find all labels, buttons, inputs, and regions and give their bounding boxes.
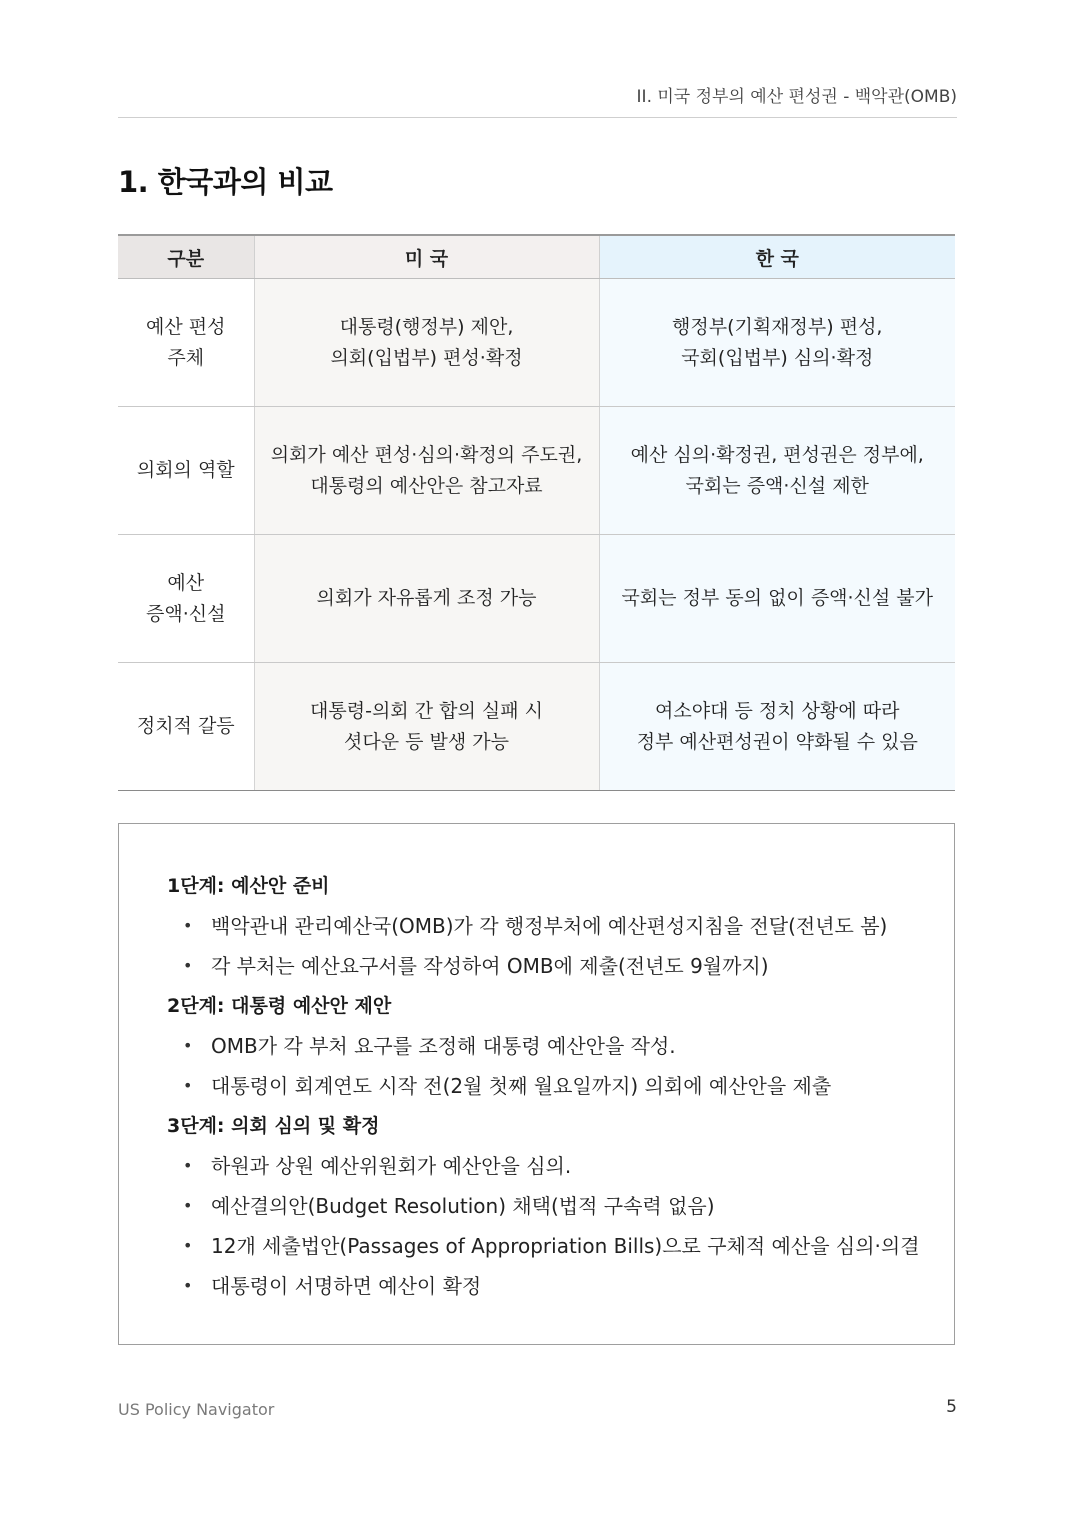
footer-brand: US Policy Navigator	[118, 1400, 275, 1419]
us-cell-line: 의회(입법부) 편성·확정	[330, 346, 523, 369]
list-item	[167, 906, 954, 946]
table-row	[118, 407, 955, 535]
stage-title: 1단계: 예산안 준비	[167, 875, 330, 897]
list-item	[167, 1226, 954, 1266]
bullet-icon: •	[183, 1276, 193, 1295]
list-item-text: 12개 세출법안(Passages of Appropriation Bills)으로 구체적 예산을 심의·의결	[211, 1234, 920, 1258]
running-header	[118, 82, 957, 118]
stage-list	[167, 1026, 954, 1106]
korea-cell	[599, 535, 955, 663]
list-item-text: 예산결의안(Budget Resolution) 채택(법적 구속력 없음)	[211, 1194, 715, 1218]
us-cell	[254, 407, 599, 535]
table-row	[118, 663, 955, 791]
header-korea: 한 국	[599, 235, 955, 279]
list-item-text: 대통령이 서명하면 예산이 확정	[211, 1274, 482, 1298]
stage-title: 2단계: 대통령 예산안 제안	[167, 995, 392, 1017]
list-item-text: 각 부처는 예산요구서를 작성하여 OMB에 제출(전년도 9월까지)	[211, 954, 769, 978]
row-label-line: 주체	[167, 346, 205, 369]
header-category: 구분	[118, 235, 254, 279]
us-cell-line: 의회가 자유롭게 조정 가능	[316, 587, 537, 609]
row-label-line: 예산 편성	[146, 315, 226, 338]
korea-cell-line: 여소야대 등 정치 상황에 따라	[655, 699, 900, 722]
row-label-line: 의회의 역할	[136, 459, 235, 481]
list-item-text: 하원과 상원 예산위원회가 예산안을 심의.	[211, 1154, 572, 1178]
korea-cell-line: 국회(입법부) 심의·확정	[681, 346, 874, 369]
us-cell-line: 대통령-의회 간 합의 실패 시	[310, 699, 543, 722]
korea-cell	[599, 407, 955, 535]
bullet-icon: •	[183, 956, 193, 975]
list-item	[167, 1266, 954, 1306]
bullet-icon: •	[183, 1076, 193, 1095]
list-item-text: OMB가 각 부처 요구를 조정해 대통령 예산안을 작성.	[211, 1034, 676, 1058]
korea-cell	[599, 663, 955, 791]
korea-cell-line: 국회는 증액·신설 제한	[685, 474, 869, 497]
row-label-line: 증액·신설	[146, 602, 226, 625]
us-cell-line: 의회가 예산 편성·심의·확정의 주도권,	[270, 443, 583, 466]
comparison-table	[118, 234, 955, 791]
us-cell-line: 대통령의 예산안은 참고자료	[310, 474, 543, 497]
bullet-icon: •	[183, 1236, 193, 1255]
list-item-text: 대통령이 회계연도 시작 전(2월 첫째 월요일까지) 의회에 예산안을 제출	[211, 1074, 832, 1098]
table-row	[118, 535, 955, 663]
running-header-text: II. 미국 정부의 예산 편성권 - 백악관(OMB)	[636, 87, 957, 107]
list-item	[167, 1186, 954, 1226]
table-row	[118, 279, 955, 407]
us-cell	[254, 279, 599, 407]
korea-cell-line: 행정부(기획재정부) 편성,	[672, 315, 883, 338]
row-label-line: 예산	[167, 571, 205, 594]
row-label	[118, 407, 254, 535]
us-cell	[254, 535, 599, 663]
stage-list	[167, 1146, 954, 1306]
us-cell-line: 대통령(행정부) 제안,	[339, 315, 514, 338]
list-item	[167, 1146, 954, 1186]
row-label	[118, 279, 254, 407]
header-us: 미 국	[254, 235, 599, 279]
bullet-icon: •	[183, 1156, 193, 1175]
bullet-icon: •	[183, 1036, 193, 1055]
page-number: 5	[946, 1397, 957, 1417]
row-label	[118, 535, 254, 663]
korea-cell	[599, 279, 955, 407]
row-label	[118, 663, 254, 791]
section-title: 1. 한국과의 비교	[118, 165, 333, 199]
stage-list	[167, 906, 954, 986]
list-item	[167, 946, 954, 986]
budget-stages-box	[118, 823, 955, 1345]
bullet-icon: •	[183, 1196, 193, 1215]
us-cell	[254, 663, 599, 791]
table-header-row	[118, 235, 955, 279]
bullet-icon: •	[183, 916, 193, 935]
list-item	[167, 1026, 954, 1066]
us-cell-line: 셧다운 등 발생 가능	[344, 730, 509, 753]
korea-cell-line: 정부 예산편성권이 약화될 수 있음	[636, 730, 918, 753]
row-label-line: 정치적 갈등	[136, 715, 235, 737]
list-item-text: 백악관내 관리예산국(OMB)가 각 행정부처에 예산편성지침을 전달(전년도 봄)	[211, 914, 888, 938]
stage-title: 3단계: 의회 심의 및 확정	[167, 1115, 380, 1137]
korea-cell-line: 국회는 정부 동의 없이 증액·신설 불가	[621, 587, 934, 609]
list-item	[167, 1066, 954, 1106]
korea-cell-line: 예산 심의·확정권, 편성권은 정부에,	[630, 443, 924, 466]
